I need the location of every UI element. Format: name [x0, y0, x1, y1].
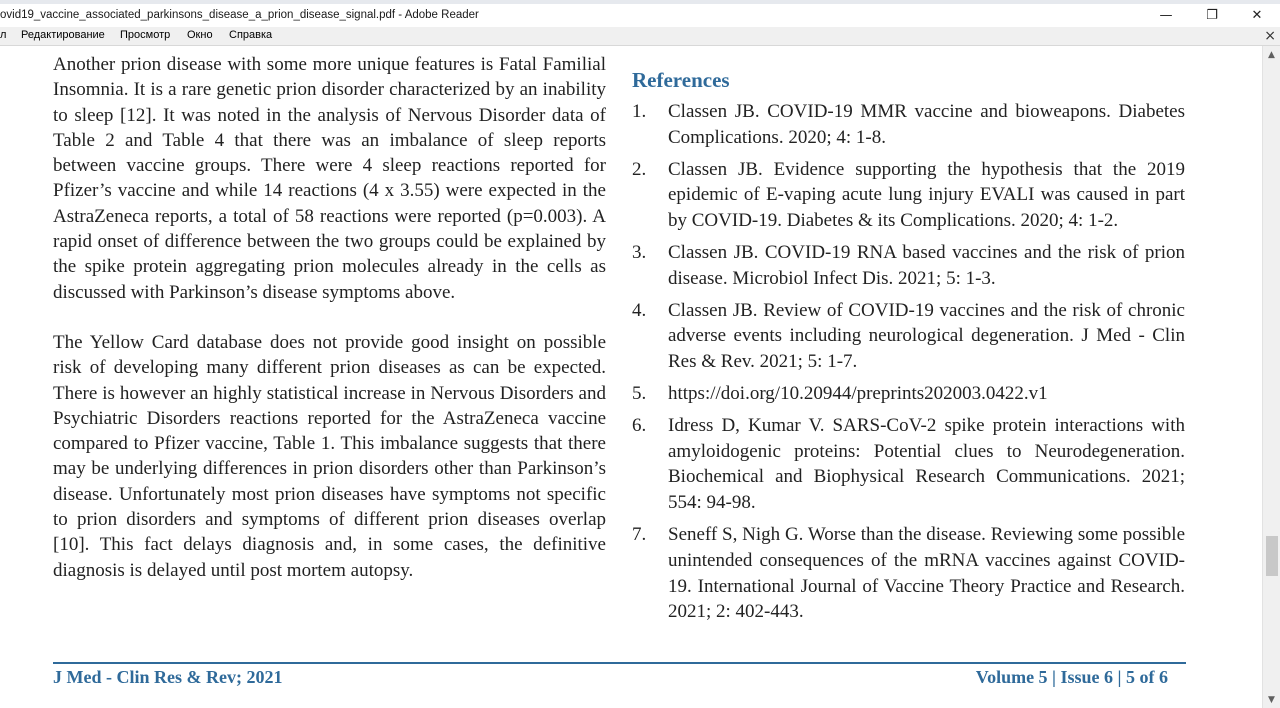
menu-help[interactable]: Справка [229, 29, 273, 41]
vertical-scrollbar[interactable] [1262, 46, 1280, 708]
footer-divider [53, 662, 1186, 664]
body-paragraph: Another prion disease with some more unique features is Fatal Familial Insomnia. It is a rare genetic prion disorder characterized by an inability to sleep [12]. It was noted in the analysis of Nervous Disorder data of Table 2 and Table 4 that there was an imbalance of sleep reports between vaccine groups. There were 4 sleep reactions reported for Pfizer’s vaccine and while 14 reactions (4 x 3.55) were expected in the AstraZeneca reports, a total of 58 reactions were reported (p=0.003). A rapid onset of difference between the two groups could be explained by the spike protein aggregating prion molecules already in the cells as discussed with Parkinson’s disease symptoms above. [53, 54, 606, 303]
reference-item [632, 157, 1185, 234]
reference-text: Seneff S, Nigh G. Worse than the disease. Reviewing some possible unintended consequences of the mRNA vaccines against COVID-19. International Journal of Vaccine Theory Practice and Research. 2021; 2: 402-443. [668, 523, 1185, 623]
reference-number: 4. [632, 299, 647, 321]
document-close-button[interactable]: × [1264, 28, 1276, 44]
reference-number: 1. [632, 101, 647, 122]
close-button[interactable]: ✕ [1251, 8, 1263, 23]
reference-number: 7. [632, 523, 647, 545]
document-page [0, 46, 1262, 708]
reference-text: Classen JB. Review of COVID-19 vaccines and the risk of chronic adverse events including neurological degeneration. J Med - Clin Res & Rev. 2021; 5: 1-7. [668, 299, 1185, 373]
maximize-button[interactable]: ❐ [1206, 8, 1218, 23]
reference-number: 3. [632, 241, 647, 263]
reference-text: Classen JB. COVID-19 MMR vaccine and bioweapons. Diabetes Complications. 2020; 4: 1-8. [668, 101, 1185, 148]
menu-window[interactable]: Окно [187, 29, 213, 41]
minimize-button[interactable]: — [1159, 8, 1173, 23]
reference-item [632, 522, 1185, 625]
up-arrow-icon[interactable]: ▲ [1268, 49, 1275, 60]
reference-number: 5. [632, 382, 647, 404]
footer-page-info: Volume 5 | Issue 6 | 5 of 6 [975, 667, 1168, 687]
reference-item [632, 240, 1185, 292]
reference-text: Idress D, Kumar V. SARS-CoV-2 spike protein interactions with amyloidogenic proteins: Potential clues to Neurodegeneration. Biochemical and Biophysical Research Communications. 2021; 554: 94-98. [668, 414, 1185, 514]
reference-text: Classen JB. COVID-19 RNA based vaccines and the risk of prion disease. Microbiol Infect Dis. 2021; 5: 1-3. [668, 241, 1185, 289]
references-heading: References [632, 68, 730, 92]
reference-text: Classen JB. Evidence supporting the hypothesis that the 2019 epidemic of E-vaping acute lung injury EVALI was caused in part by COVID-19. Diabetes & its Complications. 2020; 4: 1-2. [668, 158, 1185, 232]
menu-file[interactable]: л [0, 29, 7, 41]
menu-bar [0, 27, 1280, 46]
reference-item [632, 413, 1185, 516]
reference-link[interactable]: https://doi.org/10.20944/preprints202003.0422.v1 [668, 382, 1048, 404]
reference-item [632, 99, 1185, 151]
left-column [53, 52, 606, 583]
footer-journal: J Med - Clin Res & Rev; 2021 [53, 667, 283, 687]
references-list [632, 99, 1185, 631]
down-arrow-icon[interactable]: ▼ [1268, 694, 1275, 705]
menu-view[interactable]: Просмотр [120, 29, 171, 41]
reference-item [632, 381, 1185, 407]
menu-edit[interactable]: Редактирование [21, 29, 105, 41]
scroll-thumb[interactable] [1266, 536, 1278, 576]
reference-number: 6. [632, 414, 647, 436]
reference-number: 2. [632, 158, 647, 180]
reference-item [632, 298, 1185, 375]
body-paragraph: The Yellow Card database does not provide good insight on possible risk of developing many different prion diseases as can be expected. There is however an highly statistical increase in Nervous Disorders and Psychiatric Disorders reactions reported for the AstraZeneca vaccine compared to Pfizer vaccine, Table 1. This imbalance suggests that there may be underlying differences in prion disorders other than Parkinson’s disease. Unfortunately most prion diseases have symptoms not specific to prion disorders and symptoms of different prion diseases overlap [10]. This fact delays diagnosis and, in some cases, the definitive diagnosis is delayed until post mortem autopsy. [53, 331, 606, 581]
window-titlebar [0, 0, 1280, 27]
window-title: ovid19_vaccine_associated_parkinsons_disease_a_prion_disease_signal.pdf - Adobe Reader [0, 9, 479, 21]
